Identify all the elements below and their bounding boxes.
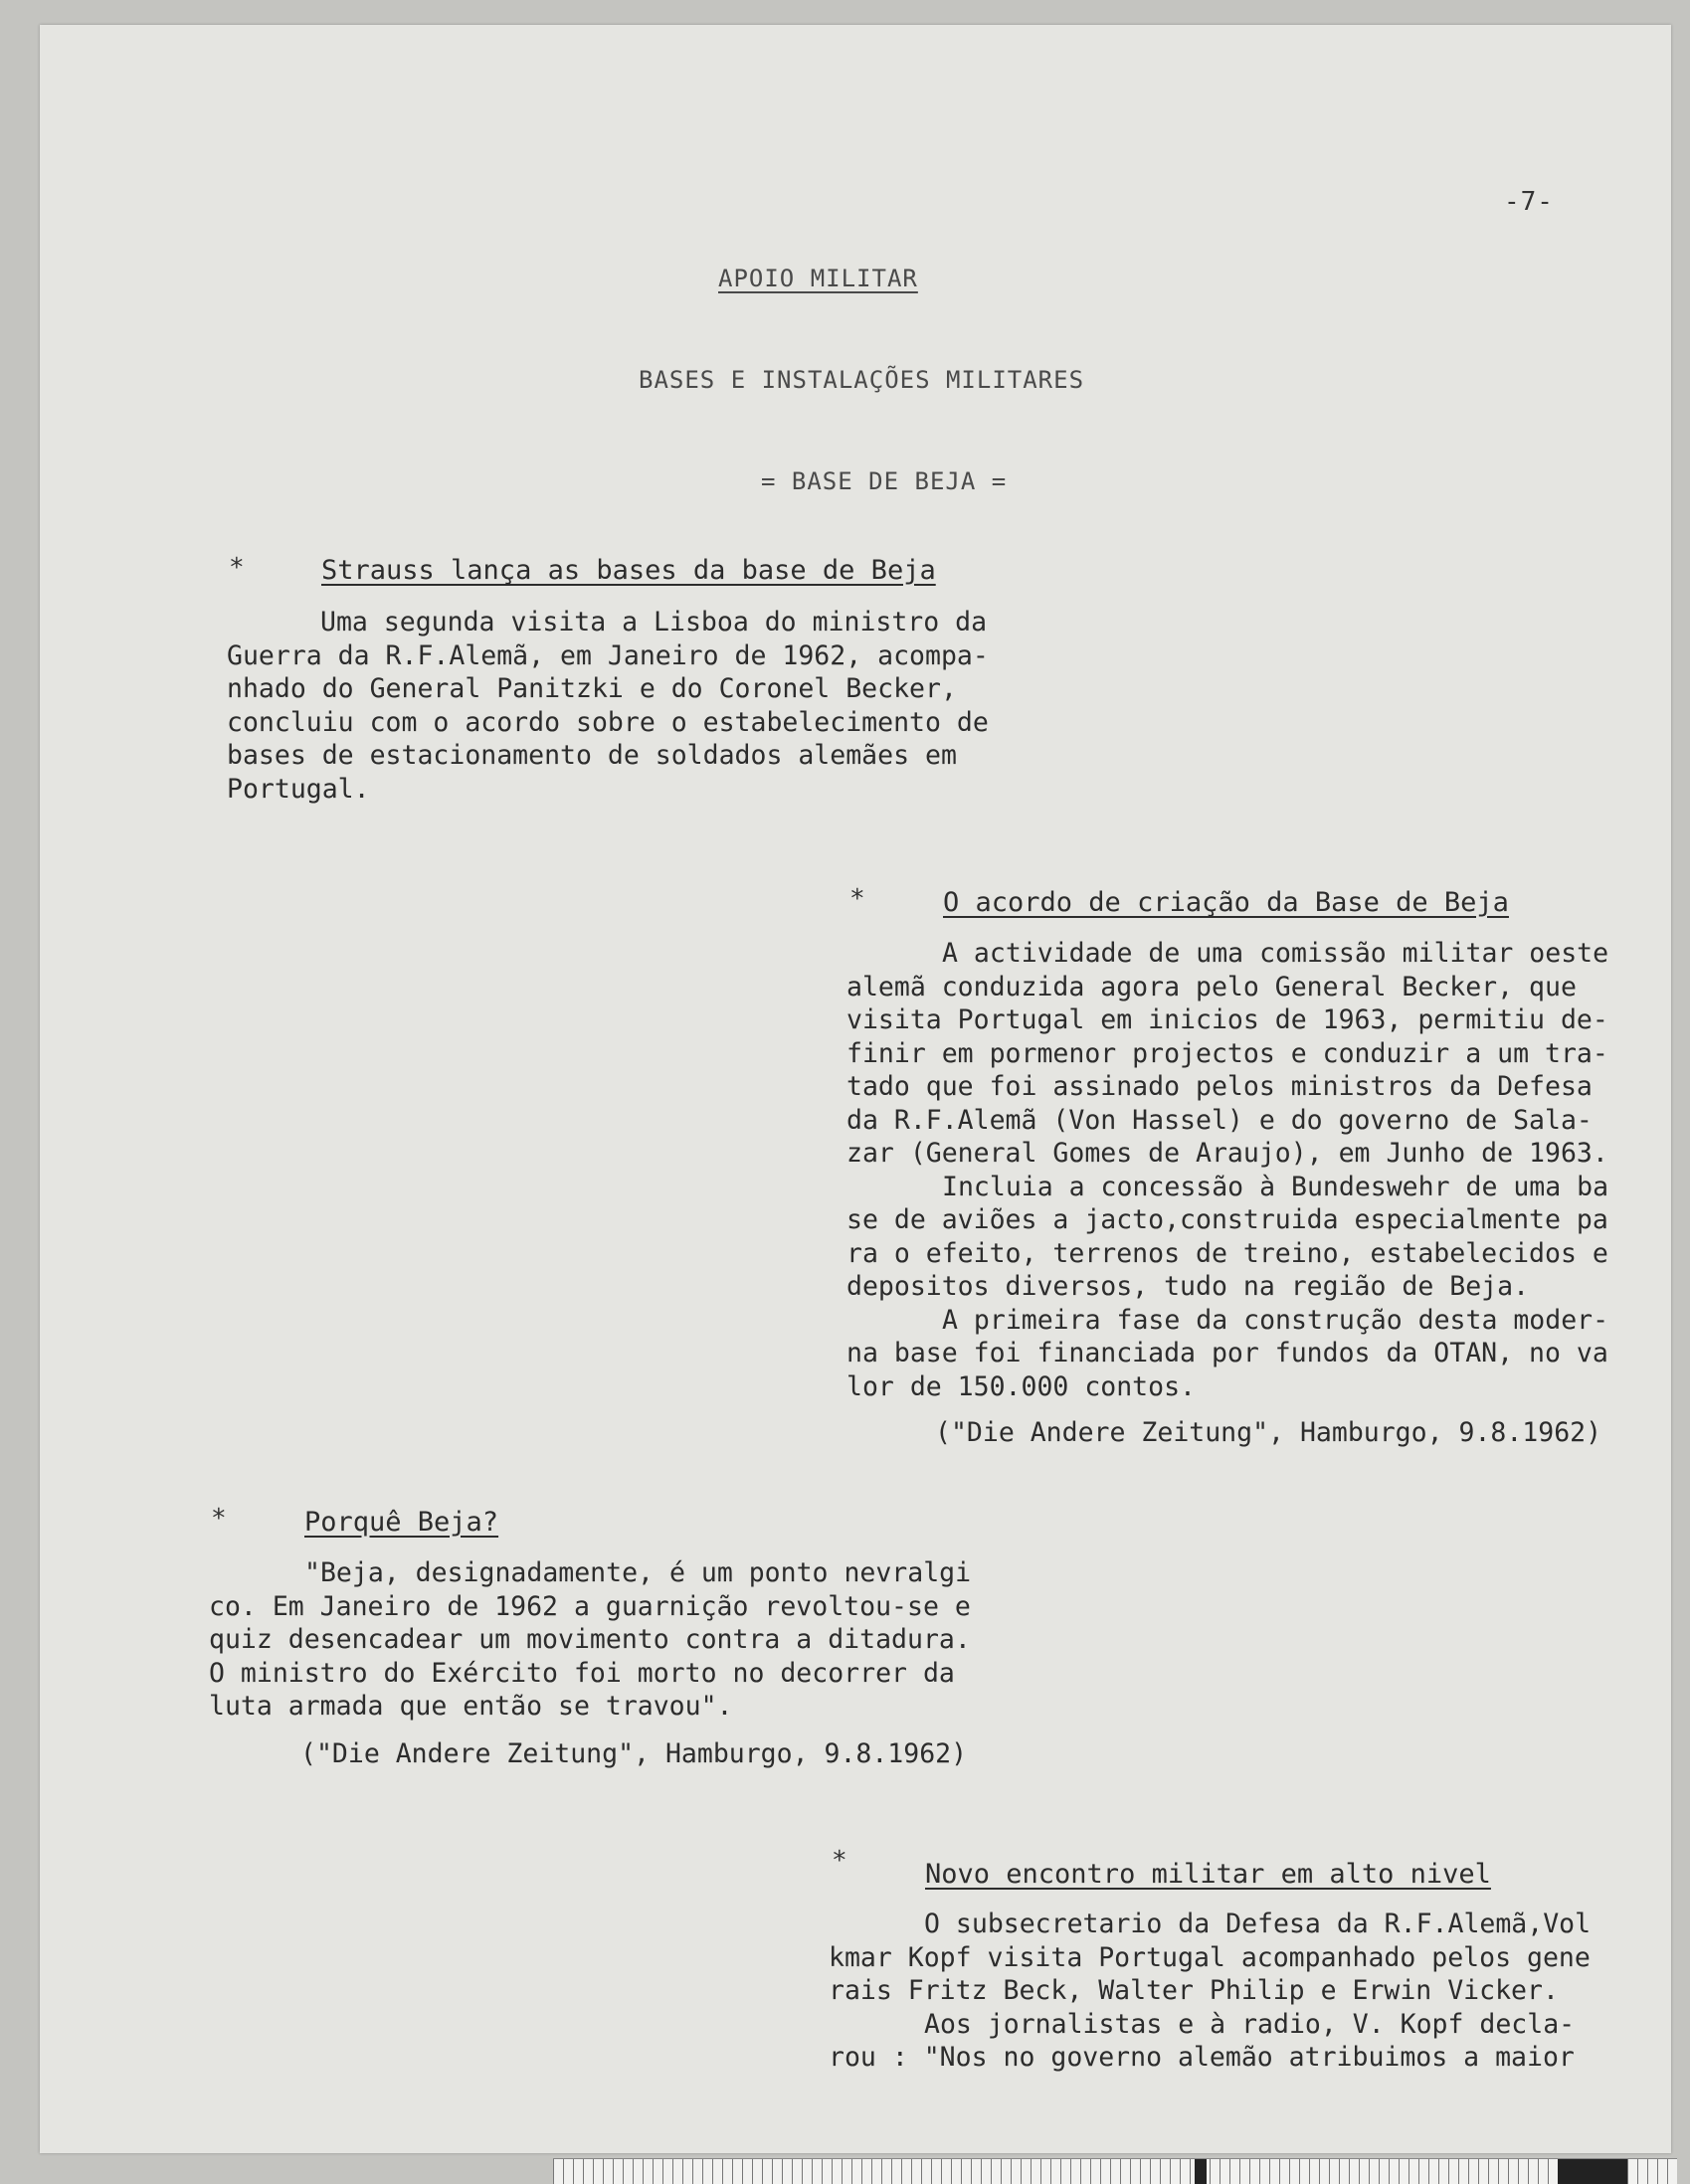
ruler-marker [1195,2159,1207,2184]
section-title-acordo: O acordo de criação da Base de Beja [943,887,1509,918]
text-line: A actividade de uma comissão militar oeste [942,938,1609,969]
citation: ("Die Andere Zeitung", Hamburgo, 9.8.1962) [300,1738,968,1769]
text-line: lor de 150.000 contos. [846,1370,1196,1402]
text-line: quiz desencadear um movimento contra a ditadura. [209,1624,971,1655]
ruler-marker [1558,2159,1627,2184]
text-line: Portugal. [227,773,370,805]
section-bullet: * [832,1846,847,1876]
text-line: Uma segunda visita a Lisboa do ministro da [320,607,988,637]
main-heading: APOIO MILITAR [718,265,918,292]
section-title-novo-encontro: Novo encontro militar em alto nivel [925,1859,1491,1890]
text-line: bases de estacionamento de soldados alemães em [227,740,957,771]
section-bullet: * [211,1504,227,1534]
citation: ("Die Andere Zeitung", Hamburgo, 9.8.1962) [935,1417,1602,1448]
section-body-acordo [846,937,1609,1403]
text-line: nhado do General Panitzki e do Coronel Becker, [227,673,957,704]
text-line: rou : "Nos no governo alemão atribuimos a maior [829,2042,1575,2073]
text-line: na base foi financiada por fundos da OTAN, no va [846,1338,1608,1368]
text-line: Incluia a concessão à Bundeswehr de uma ba [942,1171,1609,1202]
text-line: da R.F.Alemã (Von Hassel) e do governo de Sala- [846,1104,1593,1136]
text-line: O ministro do Exército foi morto no decorrer da [209,1657,955,1689]
section-title-strauss: Strauss lança as bases da base de Beja [321,555,936,586]
section-title-porque-beja: Porquê Beja? [304,1507,499,1538]
sub-heading: BASES E INSTALAÇÕES MILITARES [639,366,1085,394]
text-line: co. Em Janeiro de 1962 a guarnição revoltou-se e [209,1590,971,1622]
section-body-porque-beja [209,1556,972,1724]
text-line: luta armada que então se travou". [209,1691,733,1722]
scan-ruler [553,2158,1677,2184]
text-line: tado que foi assinado pelos ministros da Defesa [846,1071,1593,1102]
text-line: zar (General Gomes de Araujo), em Junho de 1963. [846,1138,1608,1169]
text-line: A primeira fase da construção desta moder- [942,1304,1609,1336]
text-line: concluiu com o acordo sobre o estabelecimento de [227,706,989,738]
text-line: Guerra da R.F.Alemã, em Janeiro de 1962, acompa- [227,639,989,671]
base-heading: = BASE DE BEJA = [761,467,1008,495]
text-line: visita Portugal em inicios de 1963, permitiu de- [846,1004,1608,1035]
text-line: ra o efeito, terrenos de treino, estabelecidos e [846,1237,1608,1269]
section-bullet: * [229,553,245,583]
text-line: O subsecretario da Defesa da R.F.Alemã,Vol [924,1909,1592,1939]
text-line: alemã conduzida agora pelo General Becker, que [846,971,1577,1002]
page-number: -7- [1504,187,1554,217]
section-body-strauss [227,606,989,806]
text-line: rais Fritz Beck, Walter Philip e Erwin Vicker. [829,1975,1559,2006]
text-line: se de aviões a jacto,construida especialmente pa [846,1204,1608,1235]
section-bullet: * [849,884,865,914]
text-line: "Beja, designadamente, é um ponto nevralgi [304,1557,972,1588]
section-body-novo-encontro [829,1908,1592,2075]
text-line: kmar Kopf visita Portugal acompanhado pelos gene [829,1941,1591,1973]
text-line: finir em pormenor projectos e conduzir a um tra- [846,1037,1608,1069]
text-line: depositos diversos, tudo na região de Beja. [846,1271,1530,1302]
text-line: Aos jornalistas e à radio, V. Kopf decla- [924,2008,1576,2040]
